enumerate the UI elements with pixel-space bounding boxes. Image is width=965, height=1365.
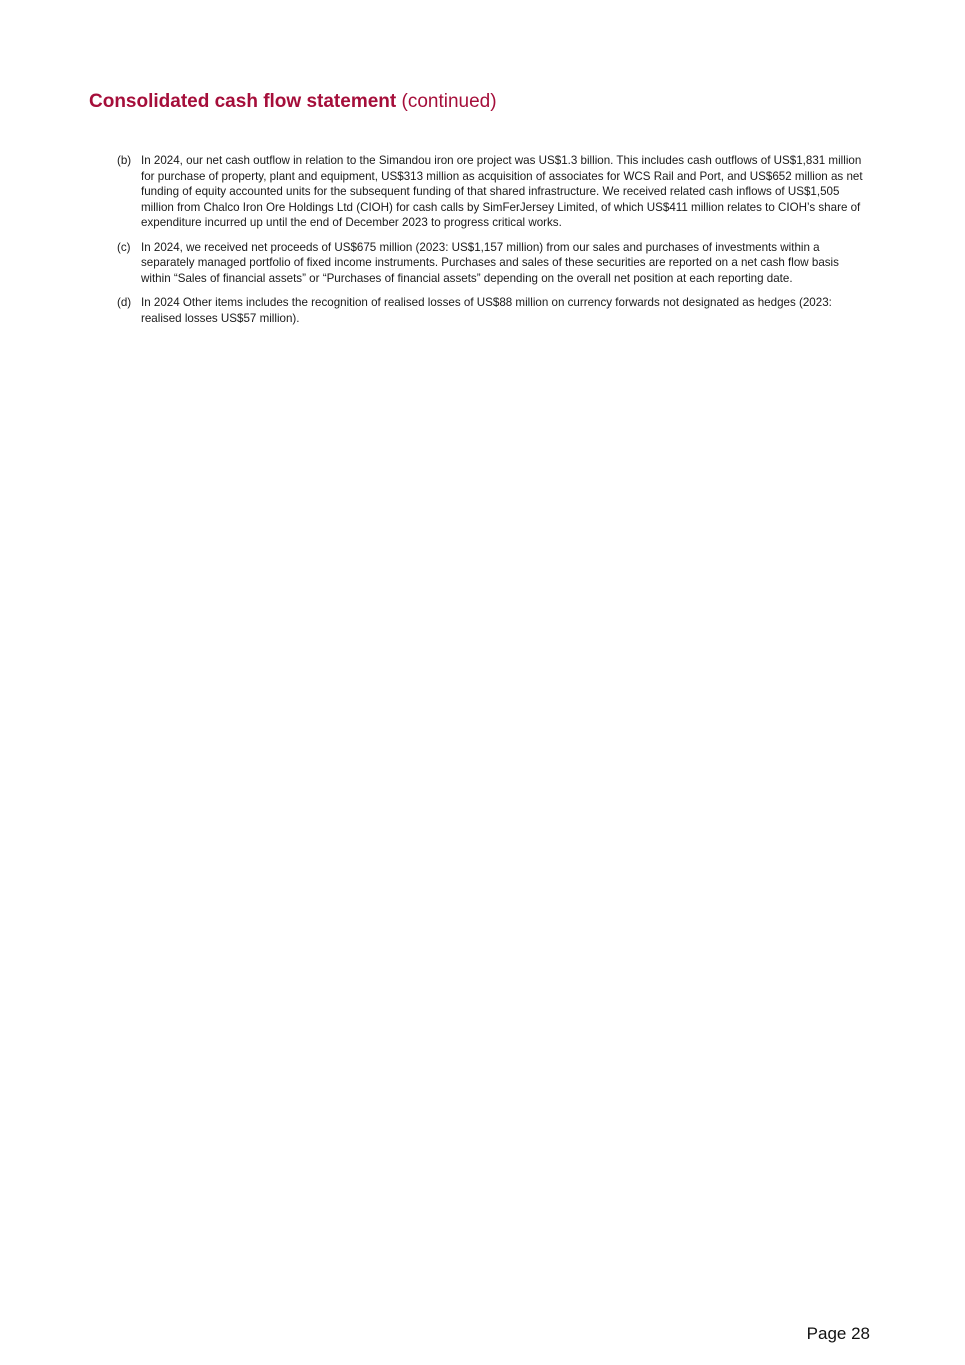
note-marker: (b) [117, 154, 132, 167]
page-title [89, 90, 497, 114]
page-title-suffix: (continued) [401, 91, 497, 112]
note-text: In 2024 Other items includes the recognition of realised losses of US$88 million on currency forwards not designated as hedges (2023: realised losses US$57 million). [141, 296, 832, 325]
page-title-main: Consolidated cash flow statement [89, 91, 397, 112]
note-c [117, 240, 869, 287]
note-text: In 2024, we received net proceeds of US$675 million (2023: US$1,157 million) from our sales and purchases of investments within a separately managed portfolio of fixed income instruments. Purchases and sales of these securities are reported on a net cash flow basis within “Sales of financial assets” or “Purchases of financial assets” depending on the overall net position at each reporting date. [141, 240, 839, 285]
note-marker: (c) [117, 240, 131, 254]
note-text: In 2024, our net cash outflow in relation to the Simandou iron ore project was US$1.3 billion. This includes cash outflows of US$1,831 million for purchase of property, plant and equipment, US$313 million as acquisition of associates for WCS Rail and Port, and US$652 million as net funding of equity accounted units for the subsequent funding of that shared infrastructure. We received related cash inflows of US$1,505 million from Chalco Iron Ore Holdings Ltd (CIOH) for cash calls by SimFerJersey Limited, of which US$411 million relates to CIOH’s share of expenditure incurred up until the end of December 2023 to progress critical works. [141, 154, 863, 229]
note-d [117, 295, 869, 326]
notes-list [117, 153, 869, 335]
note-b [117, 153, 869, 231]
note-marker: (d) [117, 296, 132, 309]
page-number: Page 28 [806, 1324, 870, 1343]
